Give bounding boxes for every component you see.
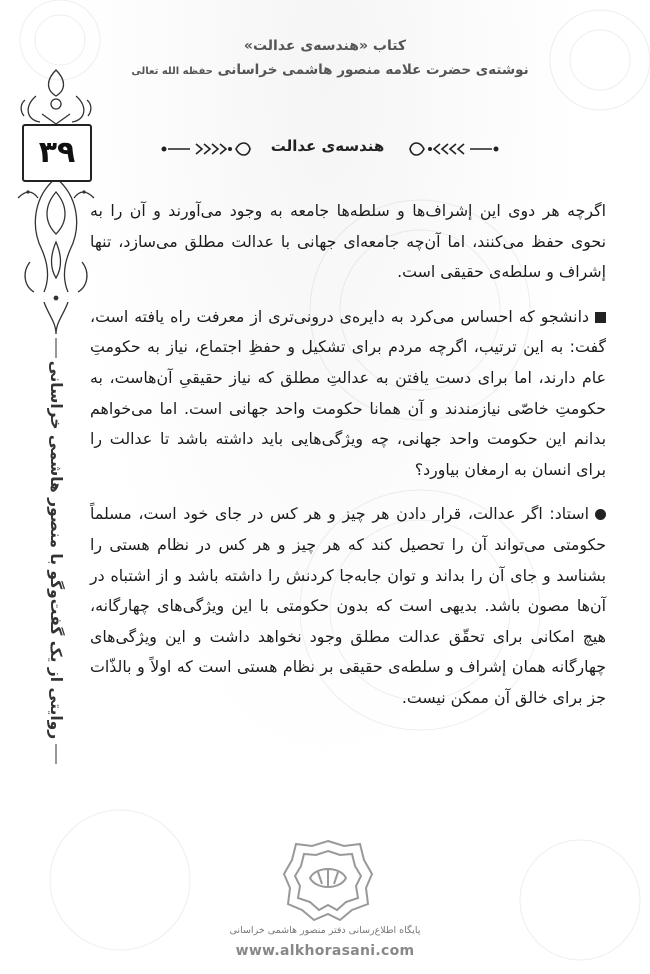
- author-honorific: حفظه الله تعالی: [131, 66, 213, 77]
- book-author: [80, 62, 580, 78]
- page-number-box: [22, 124, 92, 182]
- circle-bullet-icon: [595, 509, 606, 520]
- side-divider-line-bottom: [55, 744, 57, 764]
- side-label-text: روایتی از یک گفت‌وگو با منصور هاشمی خراسانی: [47, 360, 65, 740]
- seal-logo-icon: [282, 838, 374, 922]
- author-name: نوشته‌ی حضرت علامه منصور هاشمی خراسانی: [217, 62, 529, 78]
- paragraph-2: [90, 302, 606, 486]
- corner-ornament-icon: [16, 66, 96, 336]
- body-text: [90, 196, 606, 728]
- chapter-title: هندسه‌ی عدالت: [270, 137, 385, 155]
- paragraph-2-text: دانشجو که احساس می‌کرد به دایره‌ی درونی‌تری از معرفت راه یافته است، گفت: به این ترتیب، اگرچه مردم برای تشکیل و حفظِ اجتماع، نیاز به حکومتِ عام دارند، اما برای دست یافتن به عدالتِ مطلق که نیاز حقیقیِ آن‌هاست، به حکومتِ خاصّی نیازمندند و آن همانا حکومت واحد جهانی است. اما می‌خواهم بدانم این حکومت واحد جهانی، چه ویژگی‌هایی باید داشته باشد تا عدالت را برای انسان به ارمغان بیاورد؟: [90, 306, 606, 479]
- footer-organization: پایگاه اطلاع‌رسانی دفتر منصور هاشمی خراسانی: [229, 925, 421, 936]
- paragraph-1: [90, 196, 606, 288]
- square-bullet-icon: [595, 312, 606, 323]
- footer-url: www.alkhorasani.com: [235, 943, 415, 959]
- paragraph-1-text: اگرچه هر دوی این إشراف‌ها و سلطه‌ها جامعه به وجود می‌آورند و آن را به نحوی حفظ می‌کنند، اما آن‌چه جامعه‌ای جهانی با عدالت مطلق می‌سازد، تنها إشراف و سلطه‌ی حقیقی است.: [90, 201, 606, 282]
- book-title: کتاب «هندسه‌ی عدالت»: [243, 38, 407, 54]
- page-number: ۳۹: [38, 135, 76, 170]
- paragraph-3: [90, 499, 606, 713]
- paragraph-3-text: استاد: اگر عدالت، قرار دادن هر چیز و هر کس در جای خود است، مسلماً حکومتی می‌تواند آن را تحصیل کند که هر چیز و هر کس در نظام هستی را بشناسد و جای آن را بداند و توان جابه‌جا کردنش را داشته باشد و از اشتباه در آن‌ها مصون باشد. بدیهی است که بدون حکومتی با این ویژگی‌های چهارگانه، هیچ امکانی برای تحقّق عدالت مطلق وجود نخواهد داشت و این ویژگی‌های چهارگانه همان إشراف و سلطه‌ی حقیقی بر نظام هستی است که اولاً و بالذّات جز برای خالق آن ممکن نیست.: [90, 504, 606, 707]
